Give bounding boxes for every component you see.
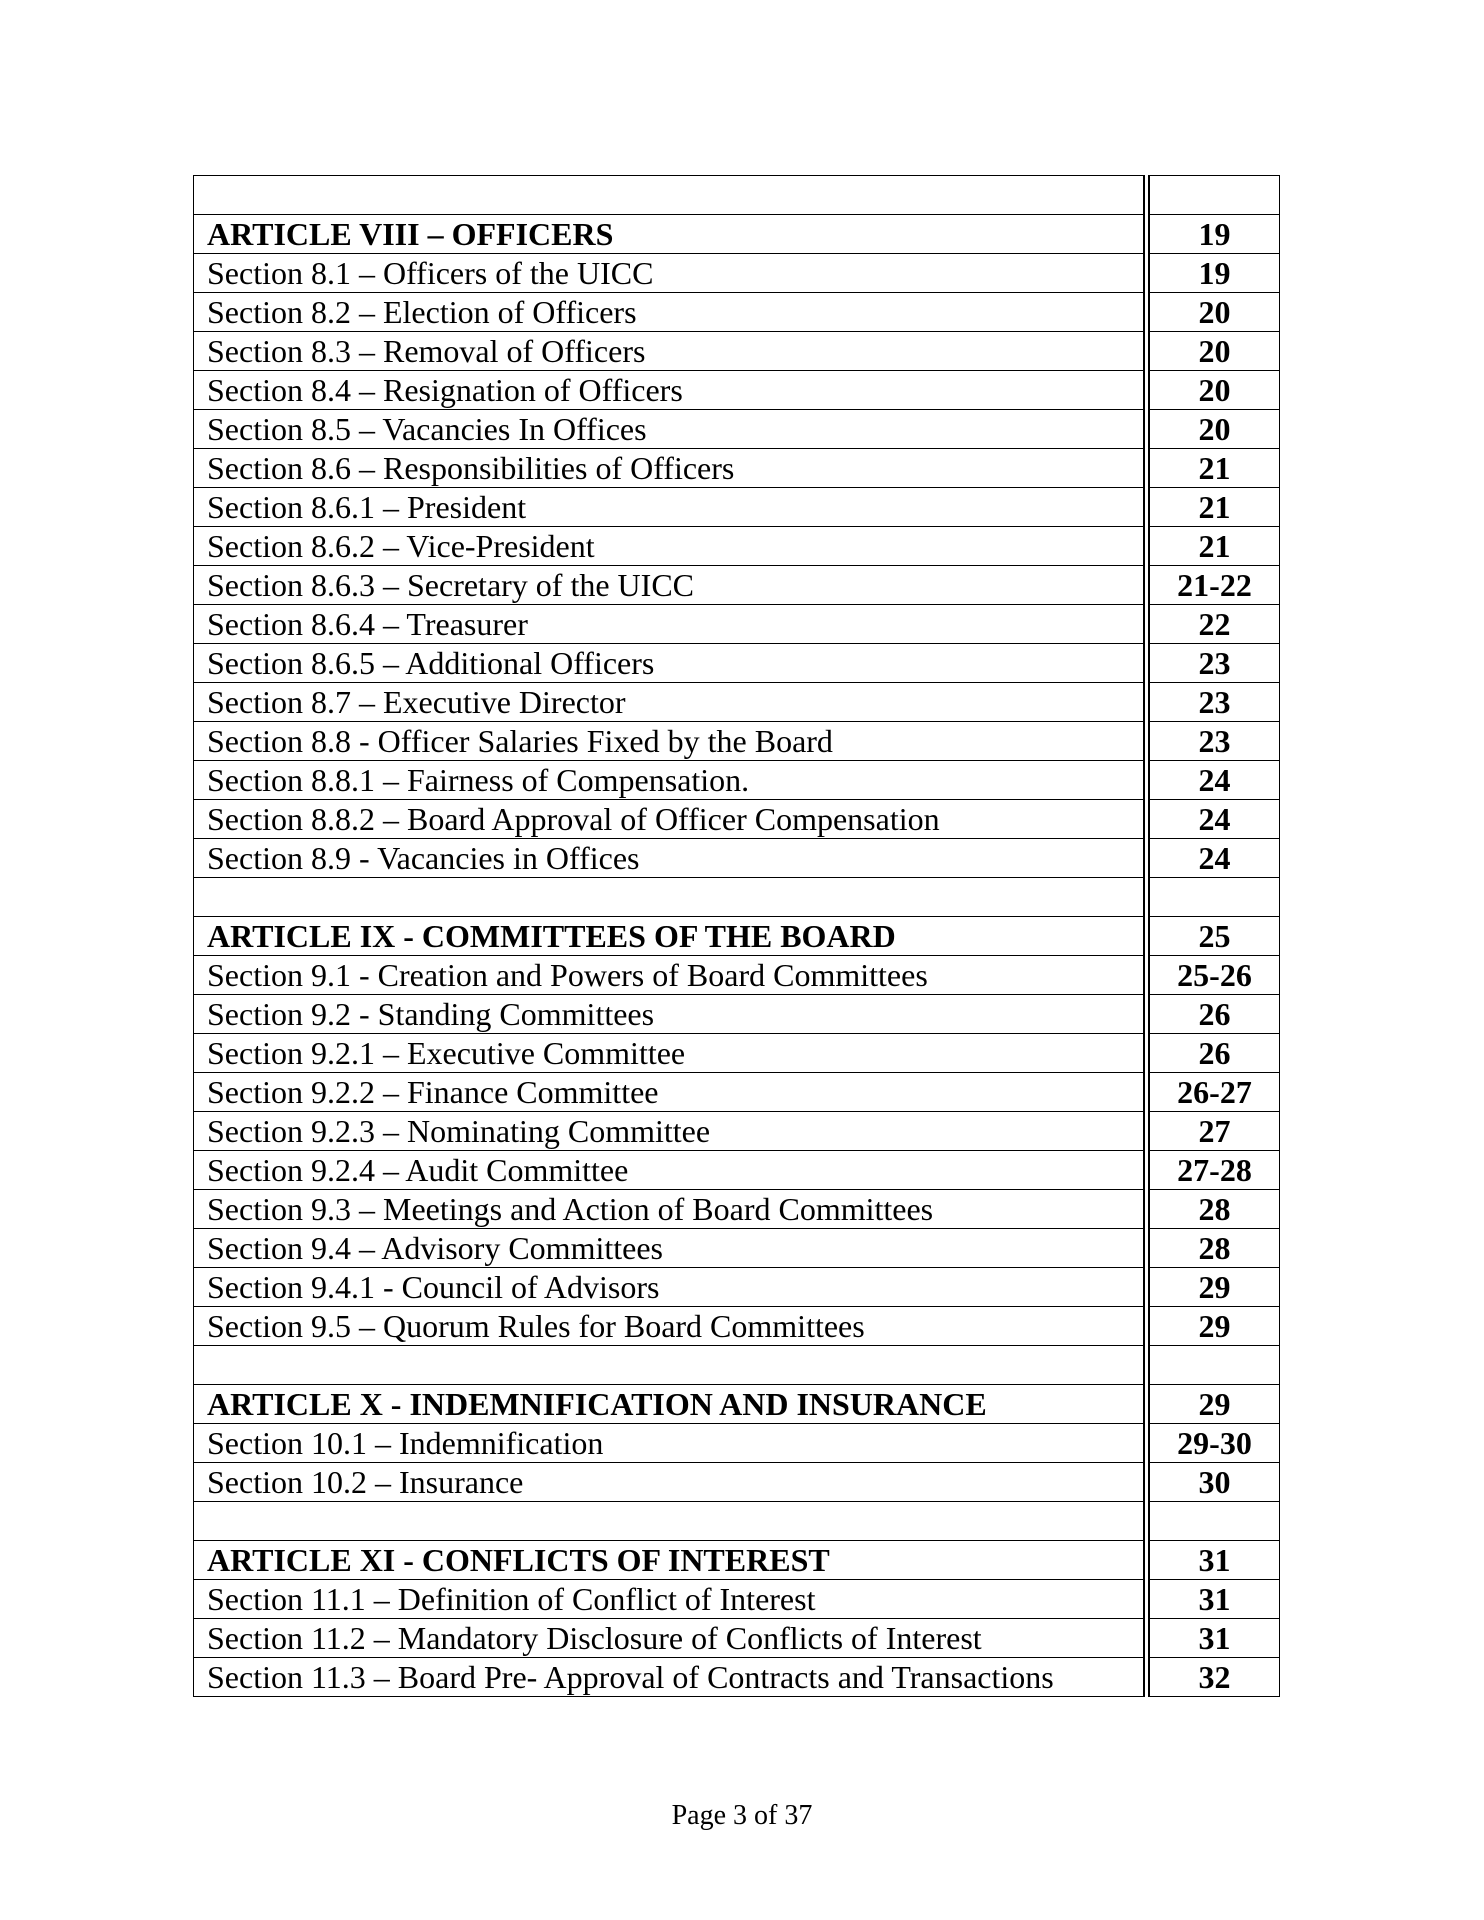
- toc-section-row: [194, 527, 1280, 566]
- toc-page-number: 23: [1147, 722, 1280, 761]
- toc-page-number: 21: [1147, 527, 1280, 566]
- toc-entry-title: Section 8.1 – Officers of the UICC: [194, 254, 1147, 293]
- toc-section-row: [194, 1463, 1280, 1502]
- toc-entry-title: Section 8.6.5 – Additional Officers: [194, 644, 1147, 683]
- toc-entry-title: Section 9.4.1 - Council of Advisors: [194, 1268, 1147, 1307]
- toc-page-number: [1147, 878, 1280, 917]
- toc-section-row: [194, 1424, 1280, 1463]
- toc-page-number: 21: [1147, 449, 1280, 488]
- toc-entry-title: Section 8.7 – Executive Director: [194, 683, 1147, 722]
- toc-entry-title: [194, 1502, 1147, 1541]
- toc-section-row: [194, 839, 1280, 878]
- toc-page-number: 21-22: [1147, 566, 1280, 605]
- toc-entry-title: [194, 1346, 1147, 1385]
- toc-entry-title: Section 8.8.1 – Fairness of Compensation.: [194, 761, 1147, 800]
- toc-section-row: [194, 644, 1280, 683]
- toc-entry-title: Section 8.4 – Resignation of Officers: [194, 371, 1147, 410]
- toc-entry-title: [194, 878, 1147, 917]
- toc-entry-title: Section 9.2.1 – Executive Committee: [194, 1034, 1147, 1073]
- toc-entry-title: Section 8.6.1 – President: [194, 488, 1147, 527]
- toc-page-number: 26: [1147, 1034, 1280, 1073]
- toc-entry-title: Section 9.5 – Quorum Rules for Board Committees: [194, 1307, 1147, 1346]
- toc-entry-title: Section 9.2.2 – Finance Committee: [194, 1073, 1147, 1112]
- toc-entry-title: Section 9.2.4 – Audit Committee: [194, 1151, 1147, 1190]
- toc-entry-title: Section 8.6.4 – Treasurer: [194, 605, 1147, 644]
- toc-page-number: 29: [1147, 1307, 1280, 1346]
- toc-article-row: [194, 1541, 1280, 1580]
- toc-section-row: [194, 488, 1280, 527]
- toc-section-row: [194, 1151, 1280, 1190]
- toc-section-row: [194, 722, 1280, 761]
- toc-entry-title: Section 8.6.2 – Vice-President: [194, 527, 1147, 566]
- toc-article-title: ARTICLE IX - COMMITTEES OF THE BOARD: [194, 917, 1147, 956]
- toc-page-number: 29: [1147, 1385, 1280, 1424]
- toc-article-title: ARTICLE X - INDEMNIFICATION AND INSURANCE: [194, 1385, 1147, 1424]
- toc-entry-title: [194, 176, 1147, 215]
- page-number: Page 3 of 37: [671, 1800, 813, 1831]
- toc-section-row: [194, 332, 1280, 371]
- toc-section-row: [194, 605, 1280, 644]
- toc-page-number: 31: [1147, 1580, 1280, 1619]
- toc-page-number: 27: [1147, 1112, 1280, 1151]
- toc-page-number: 19: [1147, 254, 1280, 293]
- toc-section-row: [194, 1112, 1280, 1151]
- toc-page-number: 28: [1147, 1229, 1280, 1268]
- toc-entry-title: Section 11.1 – Definition of Conflict of Interest: [194, 1580, 1147, 1619]
- toc-page-number: 31: [1147, 1541, 1280, 1580]
- toc-section-row: [194, 1190, 1280, 1229]
- table-of-contents: [193, 175, 1280, 1697]
- toc-section-row: [194, 761, 1280, 800]
- toc-entry-title: Section 10.1 – Indemnification: [194, 1424, 1147, 1463]
- toc-article-title: ARTICLE VIII – OFFICERS: [194, 215, 1147, 254]
- toc-section-row: [194, 566, 1280, 605]
- toc-entry-title: Section 8.6 – Responsibilities of Officers: [194, 449, 1147, 488]
- toc-section-row: [194, 800, 1280, 839]
- toc-page-number: 20: [1147, 293, 1280, 332]
- toc-section-row: [194, 1307, 1280, 1346]
- toc-page-number: 29: [1147, 1268, 1280, 1307]
- toc-entry-title: Section 11.3 – Board Pre- Approval of Contracts and Transactions: [194, 1658, 1147, 1697]
- toc-section-row: [194, 1073, 1280, 1112]
- toc-page-number: 24: [1147, 800, 1280, 839]
- toc-page-number: 25-26: [1147, 956, 1280, 995]
- toc-page-number: [1147, 176, 1280, 215]
- toc-page-number: 32: [1147, 1658, 1280, 1697]
- toc-page-number: 23: [1147, 683, 1280, 722]
- toc-section-row: [194, 1034, 1280, 1073]
- toc-section-row: [194, 293, 1280, 332]
- toc-section-row: [194, 683, 1280, 722]
- toc-article-row: [194, 215, 1280, 254]
- toc-article-row: [194, 917, 1280, 956]
- toc-page-number: [1147, 1346, 1280, 1385]
- toc-page-number: 24: [1147, 761, 1280, 800]
- toc-entry-title: Section 8.5 – Vacancies In Offices: [194, 410, 1147, 449]
- toc-page-number: 22: [1147, 605, 1280, 644]
- toc-page-number: 19: [1147, 215, 1280, 254]
- toc-entry-title: Section 9.2 - Standing Committees: [194, 995, 1147, 1034]
- toc-section-row: [194, 1268, 1280, 1307]
- toc-entry-title: Section 8.9 - Vacancies in Offices: [194, 839, 1147, 878]
- toc-page-number: 30: [1147, 1463, 1280, 1502]
- toc-page-number: 25: [1147, 917, 1280, 956]
- toc-page-number: 21: [1147, 488, 1280, 527]
- toc-section-row: [194, 1580, 1280, 1619]
- toc-spacer-row: [194, 176, 1280, 215]
- toc-entry-title: Section 8.2 – Election of Officers: [194, 293, 1147, 332]
- toc-spacer-row: [194, 1346, 1280, 1385]
- toc-entry-title: Section 8.6.3 – Secretary of the UICC: [194, 566, 1147, 605]
- toc-spacer-row: [194, 1502, 1280, 1541]
- toc-page-number: 27-28: [1147, 1151, 1280, 1190]
- toc-page-number: 24: [1147, 839, 1280, 878]
- toc-entry-title: Section 9.4 – Advisory Committees: [194, 1229, 1147, 1268]
- toc-entry-title: Section 9.1 - Creation and Powers of Board Committees: [194, 956, 1147, 995]
- toc-section-row: [194, 254, 1280, 293]
- toc-section-row: [194, 1619, 1280, 1658]
- toc-section-row: [194, 995, 1280, 1034]
- toc-article-row: [194, 1385, 1280, 1424]
- toc-entry-title: Section 8.8 - Officer Salaries Fixed by the Board: [194, 722, 1147, 761]
- toc-page-number: 26-27: [1147, 1073, 1280, 1112]
- toc-entry-title: Section 10.2 – Insurance: [194, 1463, 1147, 1502]
- toc-entry-title: Section 8.8.2 – Board Approval of Officer Compensation: [194, 800, 1147, 839]
- toc-page-number: 29-30: [1147, 1424, 1280, 1463]
- toc-entry-title: Section 9.2.3 – Nominating Committee: [194, 1112, 1147, 1151]
- toc-section-row: [194, 1229, 1280, 1268]
- toc-article-title: ARTICLE XI - CONFLICTS OF INTEREST: [194, 1541, 1147, 1580]
- toc-entry-title: Section 11.2 – Mandatory Disclosure of Conflicts of Interest: [194, 1619, 1147, 1658]
- toc-section-row: [194, 410, 1280, 449]
- toc-section-row: [194, 371, 1280, 410]
- toc-page-number: 28: [1147, 1190, 1280, 1229]
- toc-section-row: [194, 449, 1280, 488]
- toc-body: [194, 176, 1280, 1697]
- toc-page-number: 26: [1147, 995, 1280, 1034]
- toc-page-number: 20: [1147, 332, 1280, 371]
- toc-page-number: 20: [1147, 410, 1280, 449]
- toc-page-number: [1147, 1502, 1280, 1541]
- toc-section-row: [194, 956, 1280, 995]
- toc-section-row: [194, 1658, 1280, 1697]
- toc-page-number: 23: [1147, 644, 1280, 683]
- toc-entry-title: Section 8.3 – Removal of Officers: [194, 332, 1147, 371]
- toc-spacer-row: [194, 878, 1280, 917]
- toc-page-number: 20: [1147, 371, 1280, 410]
- toc-page-number: 31: [1147, 1619, 1280, 1658]
- toc-entry-title: Section 9.3 – Meetings and Action of Board Committees: [194, 1190, 1147, 1229]
